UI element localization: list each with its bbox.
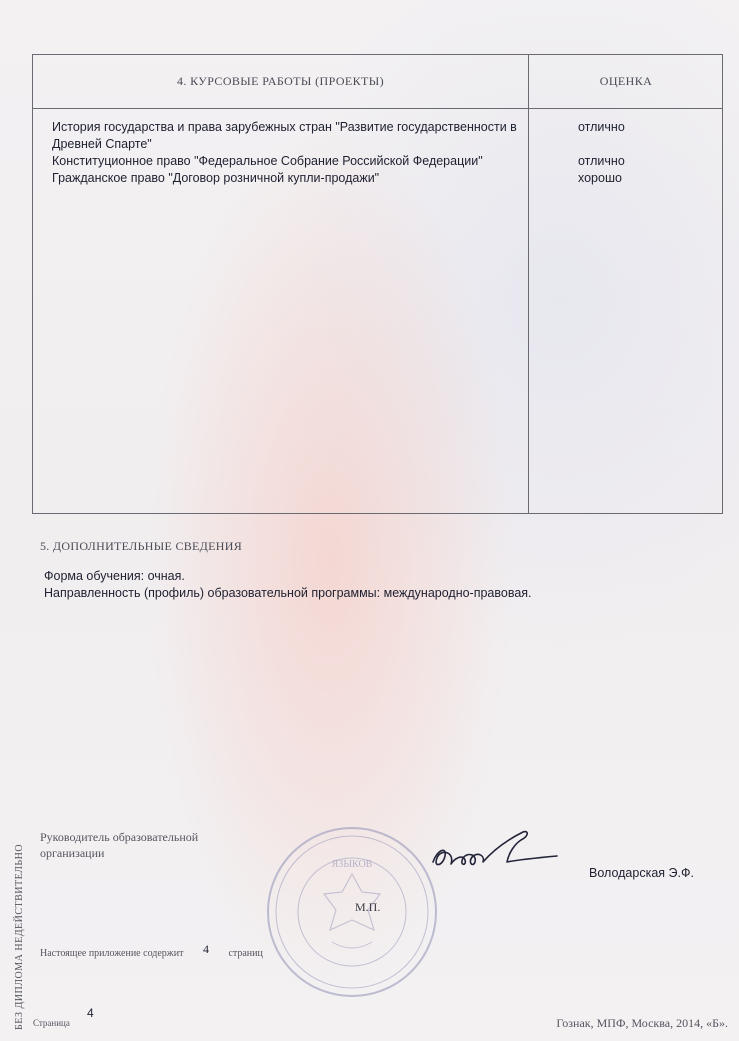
stamp-place-label: М.П. — [355, 900, 381, 914]
seal-inner-text: ЯЗЫКОВ — [331, 859, 373, 870]
pages-count-note — [40, 942, 263, 960]
grade-column-header: ОЦЕНКА — [599, 74, 653, 88]
course-line: Гражданское право "Договор розничной купли-продажи" — [52, 171, 380, 185]
course-line: Древней Спарте" — [52, 137, 152, 151]
grade-line: отлично — [578, 120, 625, 134]
pages-note-prefix: Настоящее приложение содержит — [40, 948, 184, 959]
courses-column-header: 4. КУРСОВЫЕ РАБОТЫ (ПРОЕКТЫ) — [176, 74, 385, 88]
printer-imprint: Гознак, МПФ, Москва, 2014, «Б». — [556, 1016, 728, 1030]
info-line: Форма обучения: очная. — [44, 569, 185, 583]
info-line: Направленность (профиль) образовательной программы: международно-правовая. — [44, 586, 532, 600]
head-label-line: организации — [40, 846, 105, 860]
additional-info — [44, 568, 532, 602]
handwritten-signature — [425, 822, 565, 882]
course-works-table — [32, 54, 723, 514]
pages-note-suffix: страниц — [228, 948, 263, 959]
head-label-line: Руководитель образовательной — [40, 830, 199, 844]
pages-count: 4 — [202, 942, 209, 956]
grade-line — [578, 136, 738, 153]
head-of-organization-label — [40, 829, 240, 861]
table-header-row — [33, 55, 722, 109]
course-line: Конституционное право "Федеральное Собрание Российской Федерации" — [52, 154, 483, 168]
page-number: 4 — [87, 1006, 94, 1020]
side-notice: БЕЗ ДИПЛОМА НЕДЕЙСТВИТЕЛЬНО — [14, 843, 25, 1030]
grade-list — [578, 119, 738, 187]
course-list — [52, 119, 524, 187]
course-line: История государства и права зарубежных стран "Развитие государственности в — [52, 120, 517, 134]
section5-title: 5. ДОПОЛНИТЕЛЬНЫЕ СВЕДЕНИЯ — [40, 539, 243, 553]
head-name: Володарская Э.Ф. — [589, 866, 694, 880]
grade-line: отлично — [578, 154, 625, 168]
grade-line: хорошо — [578, 171, 622, 185]
page-label: Страница — [33, 1018, 70, 1028]
official-seal-stamp — [262, 822, 442, 1002]
column-divider — [528, 55, 529, 513]
